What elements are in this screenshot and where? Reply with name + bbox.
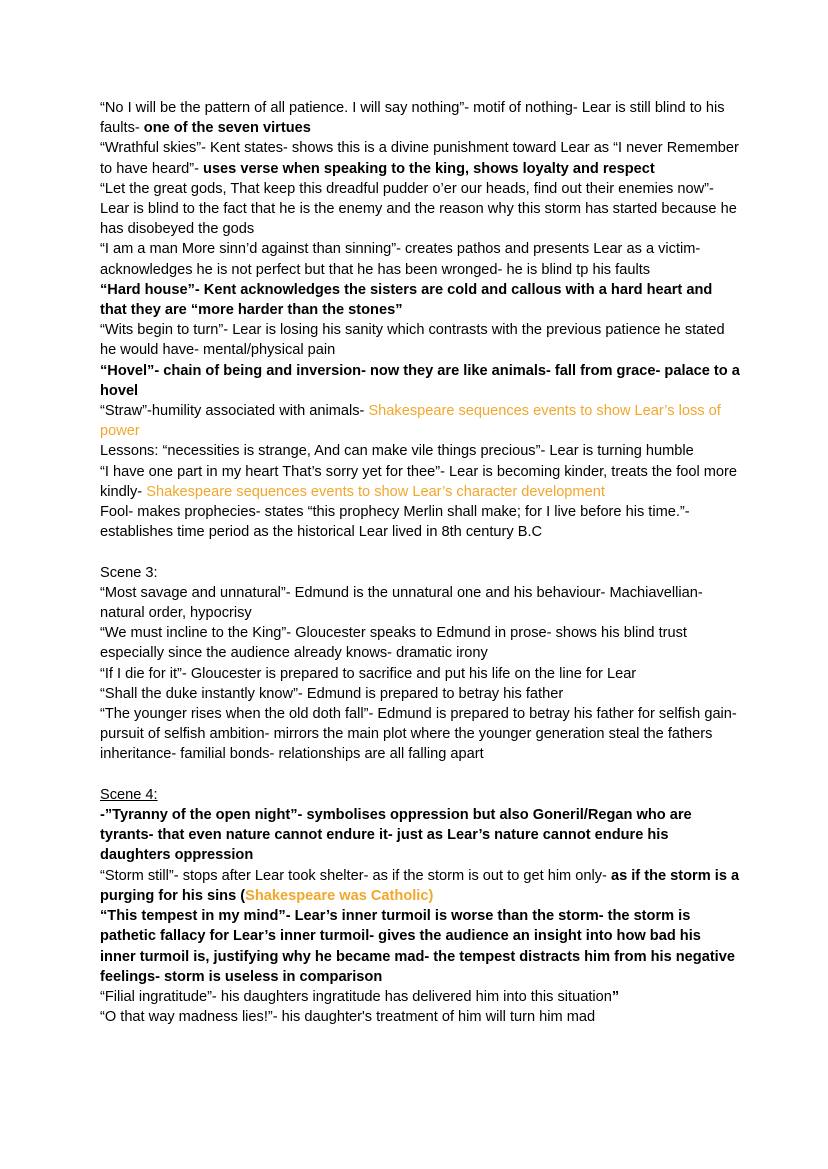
note-line [100,401,740,441]
note-line [100,138,740,178]
text-run: “Most savage and unnatural”- Edmund is the unnatural one and his behaviour- Machiavellian- natural order, hypocrisy [100,584,703,622]
bold-text: uses verse when speaking to the king, shows loyalty and respect [203,160,655,177]
note-line [100,987,740,1007]
text-run: Lessons: “necessities is strange, And can make vile things precious”- Lear is turning humble [100,443,694,460]
text-run: “Shall the duke instantly know”- Edmund is prepared to betray his father [100,685,564,702]
note-line [100,664,740,684]
text-run: “Wits begin to turn”- Lear is losing his sanity which contrasts with the previous patience he stated he would have- mental/physical pain [100,322,725,359]
note-line [100,866,740,906]
note-line [100,179,740,240]
text-run: “Filial ingratitude”- his daughters ingratitude has delivered him into this situation [100,988,612,1005]
note-line [100,462,740,502]
note-line [100,441,740,461]
note-line [100,320,740,360]
text-run: “Straw”-humility associated with animals- [100,403,369,420]
bold-text: one of the seven virtues [143,120,311,137]
text-run: “We must incline to the King”- Gloucester speaks to Edmund in prose- shows his blind trust especially since the audience already knows- dramatic irony [100,625,687,662]
scene-2-notes [100,98,740,542]
text-run: “The younger rises when the old doth fall”- Edmund is prepared to betray his father for selfish gain- pursuit of selfish ambition- mirrors the main plot where the younger generation steal the fathers inheritance- familial bonds- relationships are all falling apart [100,706,737,763]
text-run: “Wrathful skies”- Kent states- shows this is a divine punishment toward Lear as “I never Remember to have heard”- [100,140,739,177]
note-line [100,361,740,401]
text-run: Fool- makes prophecies- states “this prophecy Merlin shall make; for I live before his time.”- establishes time period as the historical Lear lived in 8th century B.C [100,504,690,541]
note-line [100,704,740,765]
bold-text: “Hard house”- Kent acknowledges the sisters are cold and callous with a hard heart and that they are “more harder than the stones” [100,281,713,319]
text-run: “I have one part in my heart That’s sorry yet for thee”- Lear is becoming kinder, treats the fool more kindly- [100,463,738,500]
note-line [100,623,740,663]
highlight-text: Shakespeare was Catholic) [245,887,434,904]
note-line [100,906,740,987]
bold-text: ” [611,988,620,1005]
scene-3-notes [100,583,740,765]
note-line [100,239,740,279]
highlight-text: Shakespeare sequences events to show Lear’s loss of power [100,403,721,440]
text-run: “Let the great gods, That keep this dreadful pudder o’er our heads, find out their enemies now”- Lear is blind to the fact that he is the enemy and the reason why this storm has started because he has disobeyed the gods [100,180,737,238]
document-page [100,98,740,1027]
scene-4-notes [100,805,740,1027]
text-run: “Storm still”- stops after Lear took shelter- as if the storm is out to get him only- [100,867,611,884]
bold-text: “Hovel”- chain of being and inversion- now they are like animals- fall from grace- palace to a hovel [100,362,740,399]
note-line [100,805,740,866]
bold-text: -”Tyranny of the open night”- symbolises oppression but also Goneril/Regan who are tyrants- that even nature cannot endure it- just as Lear’s nature cannot endure his daughters oppression [100,807,692,864]
text-run: “I am a man More sinn’d against than sinning”- creates pathos and presents Lear as a victim- acknowledges he is not perfect but that he has been wronged- he is blind tp his faults [100,241,701,278]
text-run: “O that way madness lies!”- his daughter's treatment of him will turn him mad [100,1009,596,1026]
bold-text: as if the storm is a purging for his sins ( [100,867,740,904]
highlight-text: Shakespeare sequences events to show Lear’s character development [146,483,605,500]
spacer [100,765,740,785]
note-line [100,583,740,623]
text-run: “If I die for it”- Gloucester is prepared to sacrifice and put his life on the line for Lear [100,665,637,682]
note-line [100,280,740,320]
scene-4-heading: Scene 4: [100,786,158,803]
scene-3-heading: Scene 3: [100,564,158,581]
note-line [100,98,740,138]
text-run: “No I will be the pattern of all patience. I will say nothing”- motif of nothing- Lear is still blind to his faults- [100,100,725,137]
bold-text: “This tempest in my mind”- Lear’s inner turmoil is worse than the storm- the storm is pathetic fallacy for Lear’s inner turmoil- gives the audience an insight into how bad his inner turmoil is, justifying why he became mad- the tempest distracts him from his negative feelings- storm is useless in comparison [100,908,735,985]
note-line [100,1007,740,1027]
note-line [100,684,740,704]
note-line [100,502,740,542]
spacer [100,542,740,562]
